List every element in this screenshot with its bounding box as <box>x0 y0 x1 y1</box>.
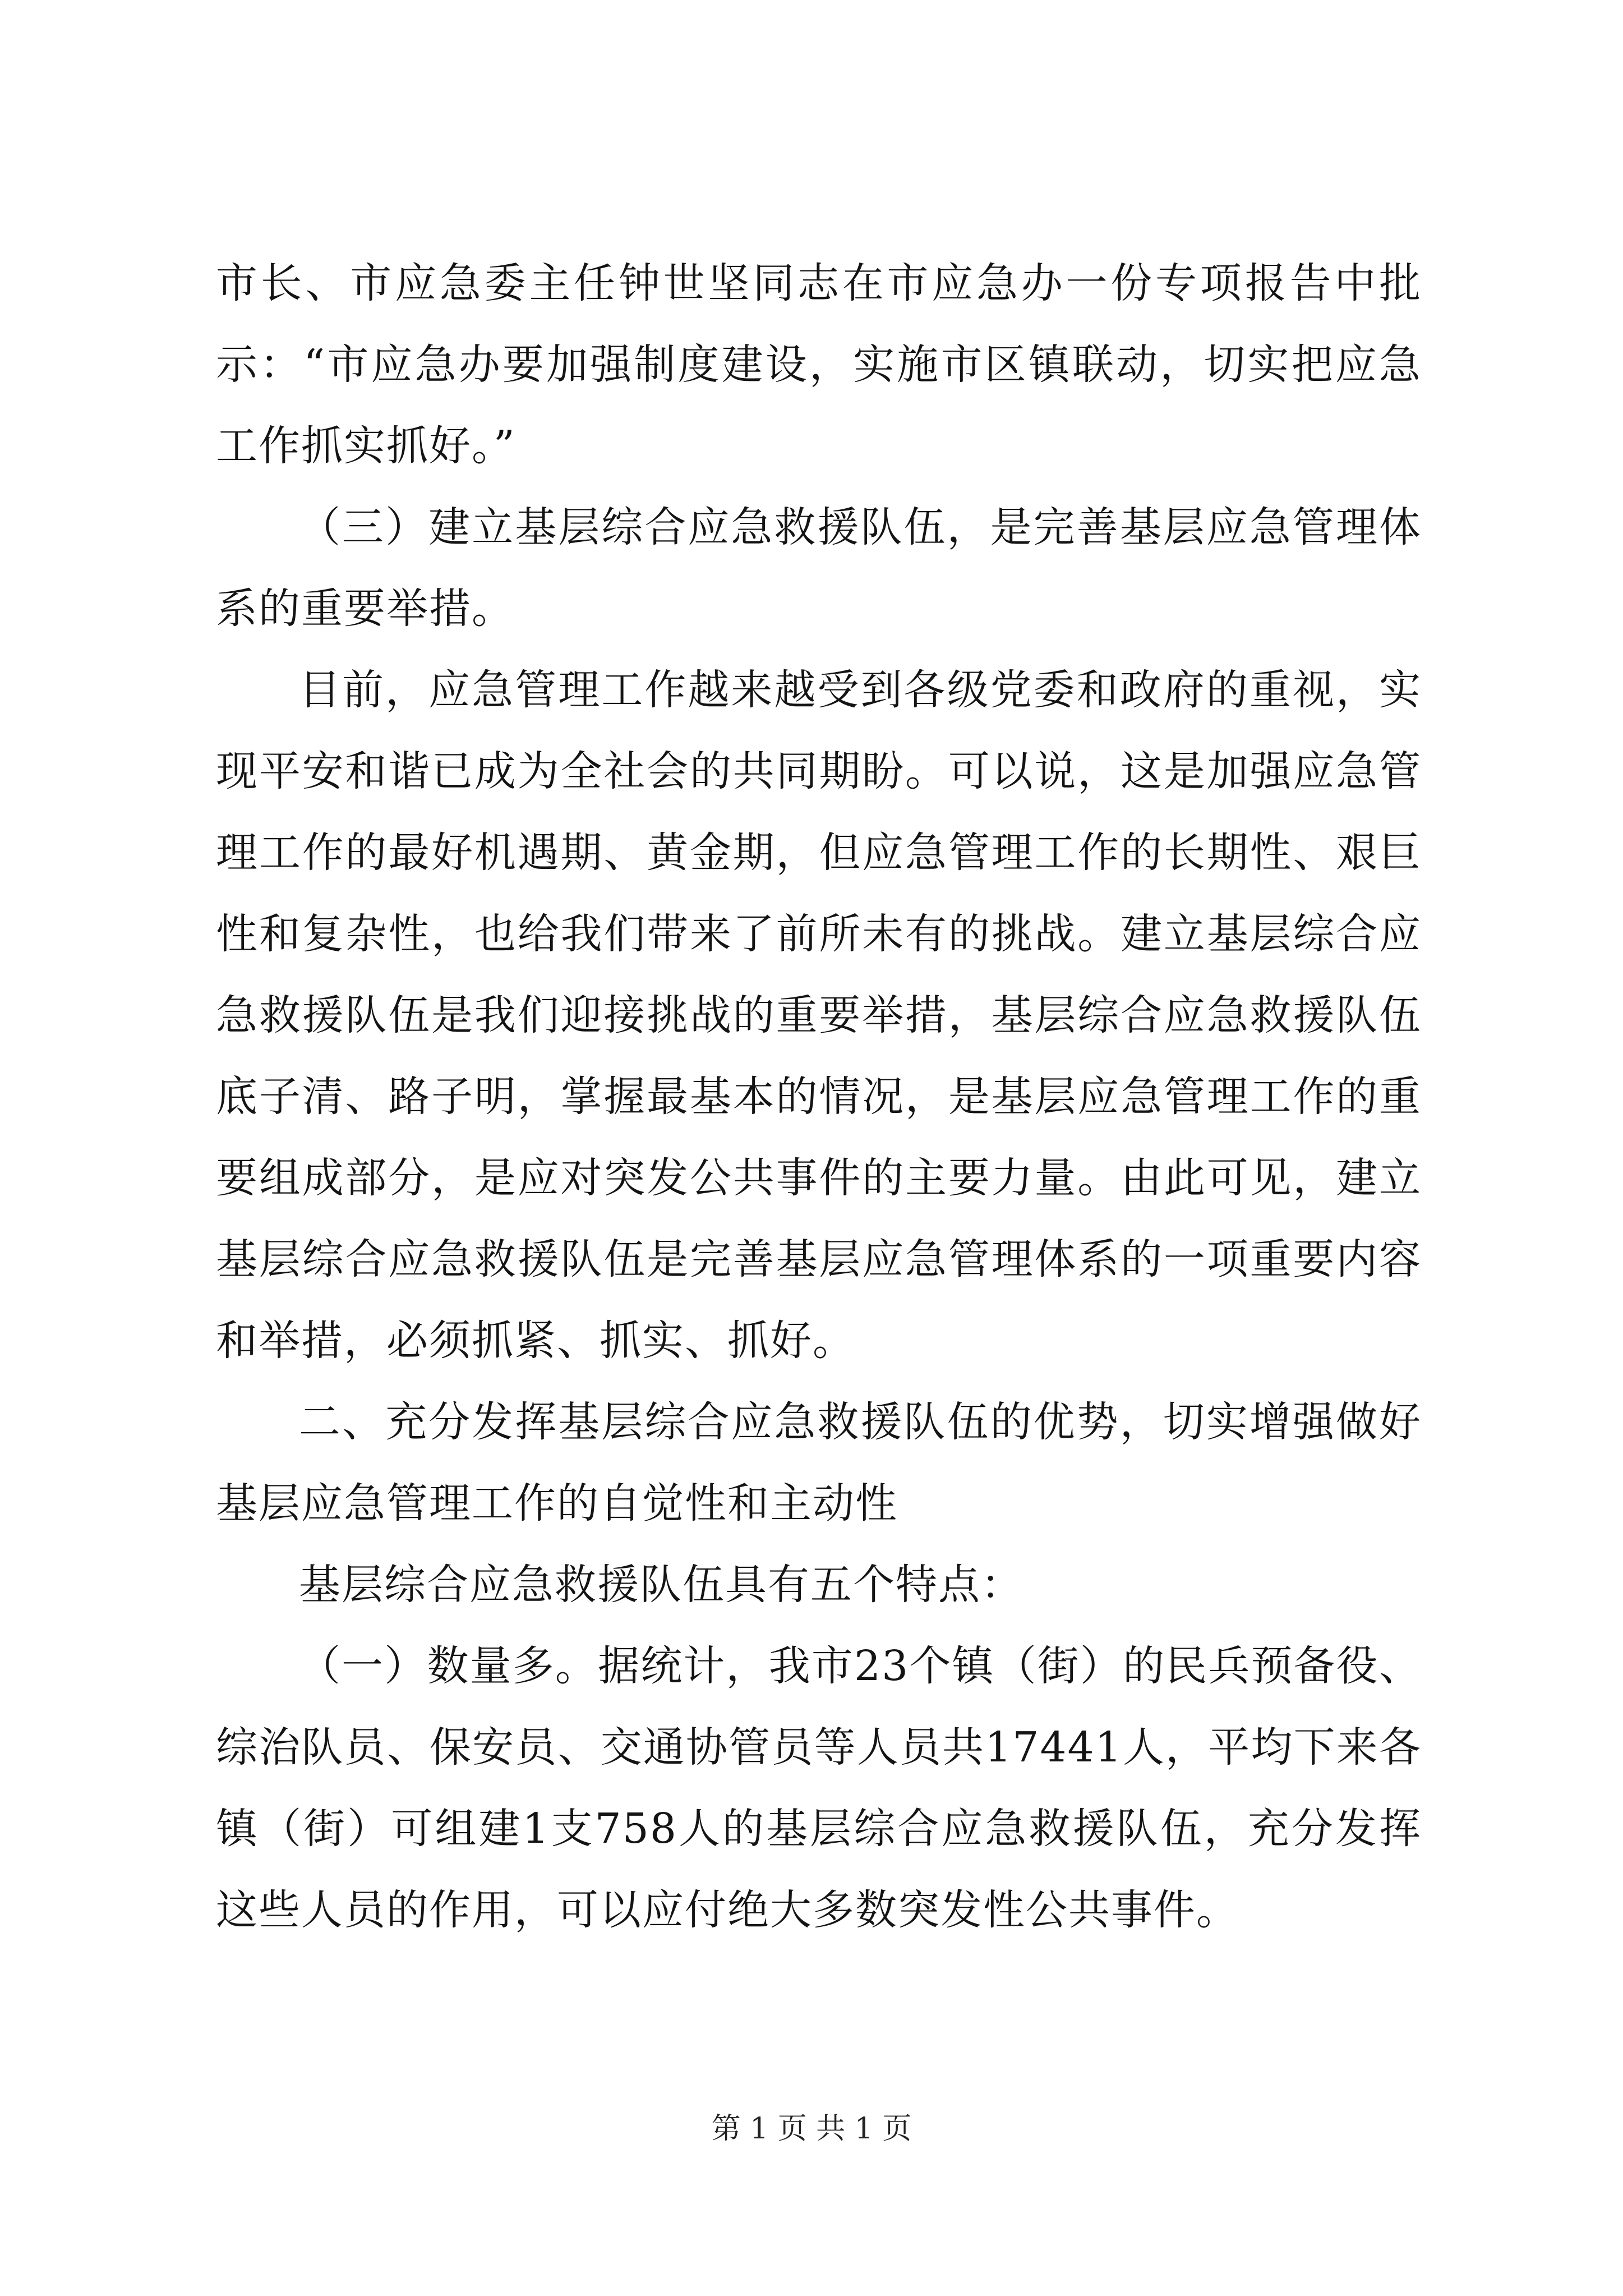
paragraph-part-two-heading: 二、充分发挥基层综合应急救援队伍的优势，切实增强做好基层应急管理工作的自觉性和主动性 <box>216 1398 1422 1527</box>
page-number-footer: 第 1 页 共 1 页 <box>711 2112 912 2146</box>
document-body <box>216 243 1422 1951</box>
paragraph-current-situation: 目前，应急管理工作越来越受到各级党委和政府的重视，实现平安和谐已成为全社会的共同期盼。可以说，这是加强应急管理工作的最好机遇期、黄金期，但应急管理工作的长期性、艰巨性和复杂性，也给我们带来了前所未有的挑战。建立基层综合应急救援队伍是我们迎接挑战的重要举措，基层综合应急救援队伍底子清、路子明，掌握最基本的情况，是基层应急管理工作的重要组成部分，是应对突发公共事件的主要力量。由此可见，建立基层综合应急救援队伍是完善基层应急管理体系的一项重要内容和举措，必须抓紧、抓实、抓好。 <box>216 666 1422 1365</box>
paragraph-five-features-intro: 基层综合应急救援队伍具有五个特点： <box>299 1561 1023 1609</box>
paragraph-chairman-instruction: 市长、市应急委主任钟世坚同志在市应急办一份专项报告中批示：“市应急办要加强制度建设，实施市区镇联动，切实把应急工作抓实抓好。” <box>216 259 1422 470</box>
paragraph-feature-one-quantity: （一）数量多。据统计，我市23个镇（街）的民兵预备役、综治队员、保安员、交通协管员等人员共17441人，平均下来各镇（街）可组建1支758人的基层综合应急救援队伍，充分发挥这些人员的作用，可以应付绝大多数突发性公共事件。 <box>216 1642 1422 1934</box>
paragraph-section-three-heading: （三）建立基层综合应急救援队伍，是完善基层应急管理体系的重要举措。 <box>216 503 1422 633</box>
